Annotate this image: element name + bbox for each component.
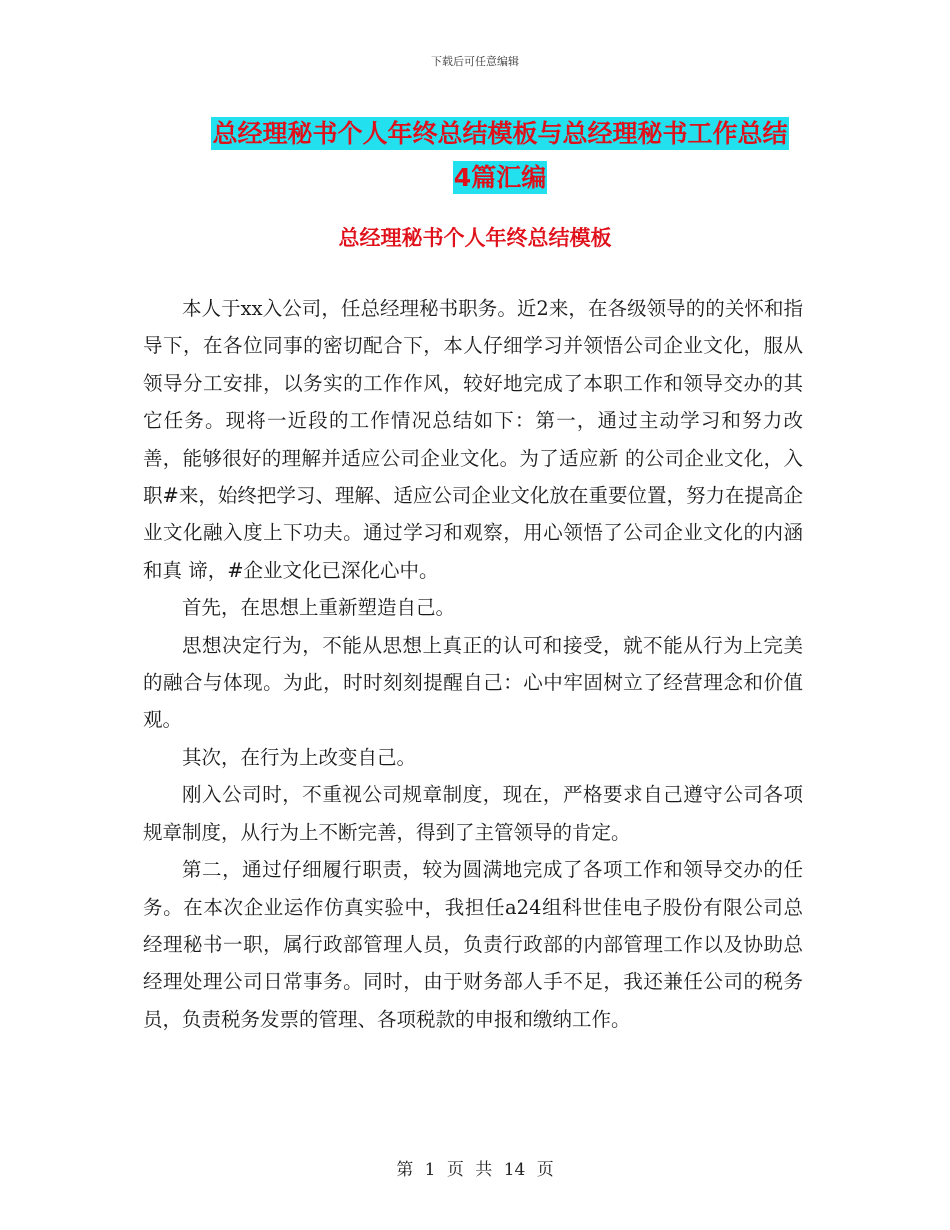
- body-text: [143, 290, 803, 1038]
- paragraph-first-point: 首先，在思想上重新塑造自己。: [182, 596, 456, 620]
- header-note: 下载后可任意编辑: [431, 55, 519, 68]
- page-number: 第 1 页 共 14 页: [396, 1160, 554, 1180]
- title-line-1: 总经理秘书个人年终总结模板与总经理秘书工作总结: [212, 119, 788, 148]
- section-title: 总经理秘书个人年终总结模板: [338, 226, 612, 250]
- paragraph-duties: 第二，通过仔细履行职责，较为圆满地完成了各项工作和领导交办的任务。在本次企业运作仿真实验中，我担任a24组科世佳电子股份有限公司总经理秘书一职，属行政部管理人员，负责行政部的内部管理工作以及协助总经理处理公司日常事务。同时，由于财务部人手不足，我还兼任公司的税务员，负责税务发票的管理、各项税款的申报和缴纳工作。: [143, 858, 803, 1031]
- paragraph-thought: 思想决定行为，不能从思想上真正的认可和接受，就不能从行为上完美的融合与体现。为此，时时刻刻提醒自己：心中牢固树立了经营理念和价值观。: [143, 633, 803, 732]
- document-title: [140, 112, 860, 200]
- paragraph-second-point: 其次，在行为上改变自己。: [182, 745, 417, 769]
- title-line-2: 4篇汇编: [453, 163, 547, 192]
- paragraph-intro: 本人于xx入公司，任总经理秘书职务。近2来，在各级领导的的关怀和指导下，在各位同事的密切配合下，本人仔细学习并领悟公司企业文化，服从领导分工安排，以务实的工作作风，较好地完成了本职工作和领导交办的其它任务。现将一近段的工作情况总结如下：第一，通过主动学习和努力改善，能够很好的理解并适应公司企业文化。为了适应新 的公司企业文化，入职#来，始终把学习、理解、适应公司企业文化放在重要位置，努力在提高企业文化融入度上下功夫。通过学习和观察，用心领悟了公司企业文化的内涵和真 谛，#企业文化已深化心中。: [143, 297, 803, 582]
- paragraph-rules: 刚入公司时，不重视公司规章制度，现在，严格要求自己遵守公司各项规章制度，从行为上不断完善，得到了主管领导的肯定。: [143, 783, 803, 844]
